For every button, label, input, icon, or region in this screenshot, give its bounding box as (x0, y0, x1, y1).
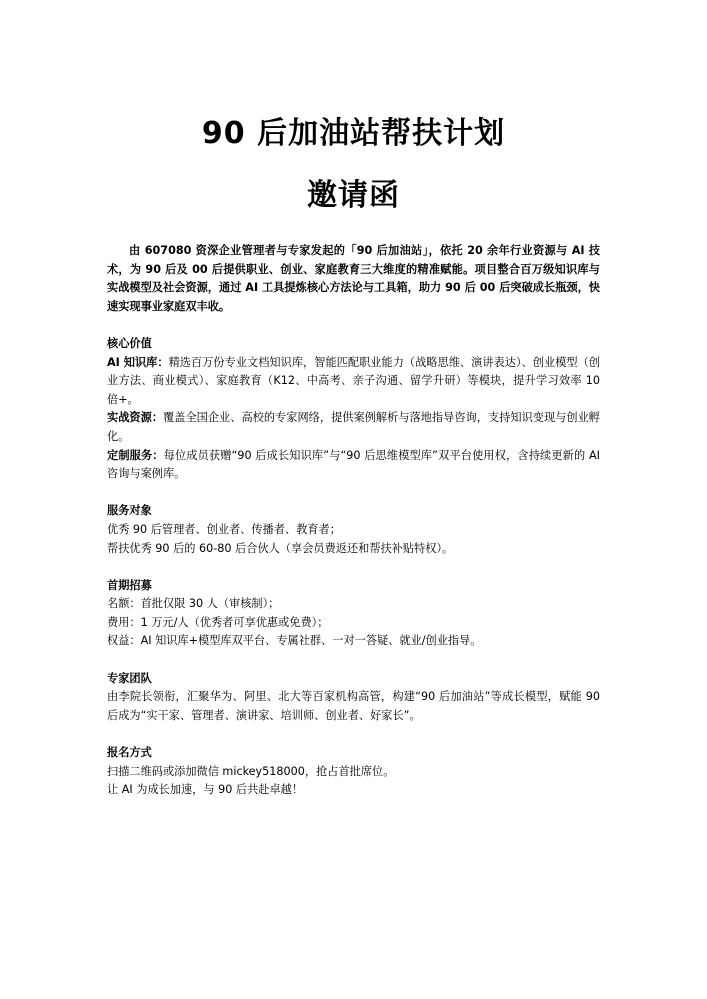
core-value-section (107, 335, 600, 484)
experts-paragraph: 由李院长领衔，汇聚华为、阿里、北大等百家机构高管，构建“90 后加油站”等成长模型，赋能 90 后成为“实干家、管理者、演讲家、培训师、创业者、好家长”。 (107, 690, 600, 722)
recruitment-section (107, 577, 600, 651)
audience-heading: 服务对象 (107, 504, 152, 518)
document-subtitle: 邀请函 (307, 178, 400, 213)
core-value-item (107, 447, 600, 484)
document-body (107, 242, 600, 800)
core-value-item-label: 定制服务： (107, 448, 164, 462)
signup-line: 扫描二维码或添加微信 mickey518000，抢占首批席位。 (107, 764, 395, 778)
core-value-item (107, 354, 600, 410)
audience-line: 优秀 90 后管理者、创业者、传播者、教育者； (107, 522, 341, 536)
experts-section (107, 670, 600, 726)
intro-paragraph: 由 607080 资深企业管理者与专家发起的「90 后加油站」，依托 20 余年行业资源与 AI 技术，为 90 后及 00 后提供职业、创业、家庭教育三大维度的精准赋能。项目整合百万级知识库与实战模型及社会资源，通过 AI 工具提炼核心方法论与工具箱，助力 90 后 00 后突破成长瓶颈，快速实现事业家庭双丰收。 (107, 244, 600, 313)
core-value-item (107, 409, 600, 446)
core-value-item-label: AI 知识库： (107, 355, 169, 369)
signup-heading: 报名方式 (107, 746, 152, 760)
core-value-item-text: 每位成员获赠“90 后成长知识库”与“90 后思维模型库”双平台使用权，含持续更新的 AI 咨询与案例库。 (107, 448, 600, 481)
core-value-heading: 核心价值 (107, 336, 152, 350)
recruitment-line: 名额：首批仅限 30 人（审核制）； (107, 597, 280, 611)
audience-section (107, 502, 600, 558)
signup-section (107, 744, 600, 800)
recruitment-heading: 首期招募 (107, 578, 152, 592)
core-value-item-text: 覆盖全国企业、高校的专家网络，提供案例解析与落地指导咨询，支持知识变现与创业孵化。 (107, 411, 600, 443)
recruitment-line: 费用：1 万元/人（优秀者可享优惠或免费）； (107, 615, 329, 629)
core-value-item-text: 精选百万份专业文档知识库，智能匹配职业能力（战略思维、演讲表达）、创业模型（创业方法、商业模式）、家庭教育（K12、中高考、亲子沟通、留学升研）等模块，提升学习效率 10 倍+。 (107, 355, 600, 406)
recruitment-line: 权益：AI 知识库+模型库双平台、专属社群、一对一答疑、就业/创业指导。 (107, 634, 482, 648)
audience-line: 帮扶优秀 90 后的 60-80 后合伙人（享会员费返还和帮扶补贴特权）。 (107, 541, 454, 555)
signup-line: 让 AI 为成长加速，与 90 后共赴卓越！ (107, 783, 304, 797)
document-title: 90 后加油站帮扶计划 (201, 116, 506, 151)
core-value-item-label: 实战资源： (107, 411, 164, 425)
experts-heading: 专家团队 (107, 671, 152, 685)
